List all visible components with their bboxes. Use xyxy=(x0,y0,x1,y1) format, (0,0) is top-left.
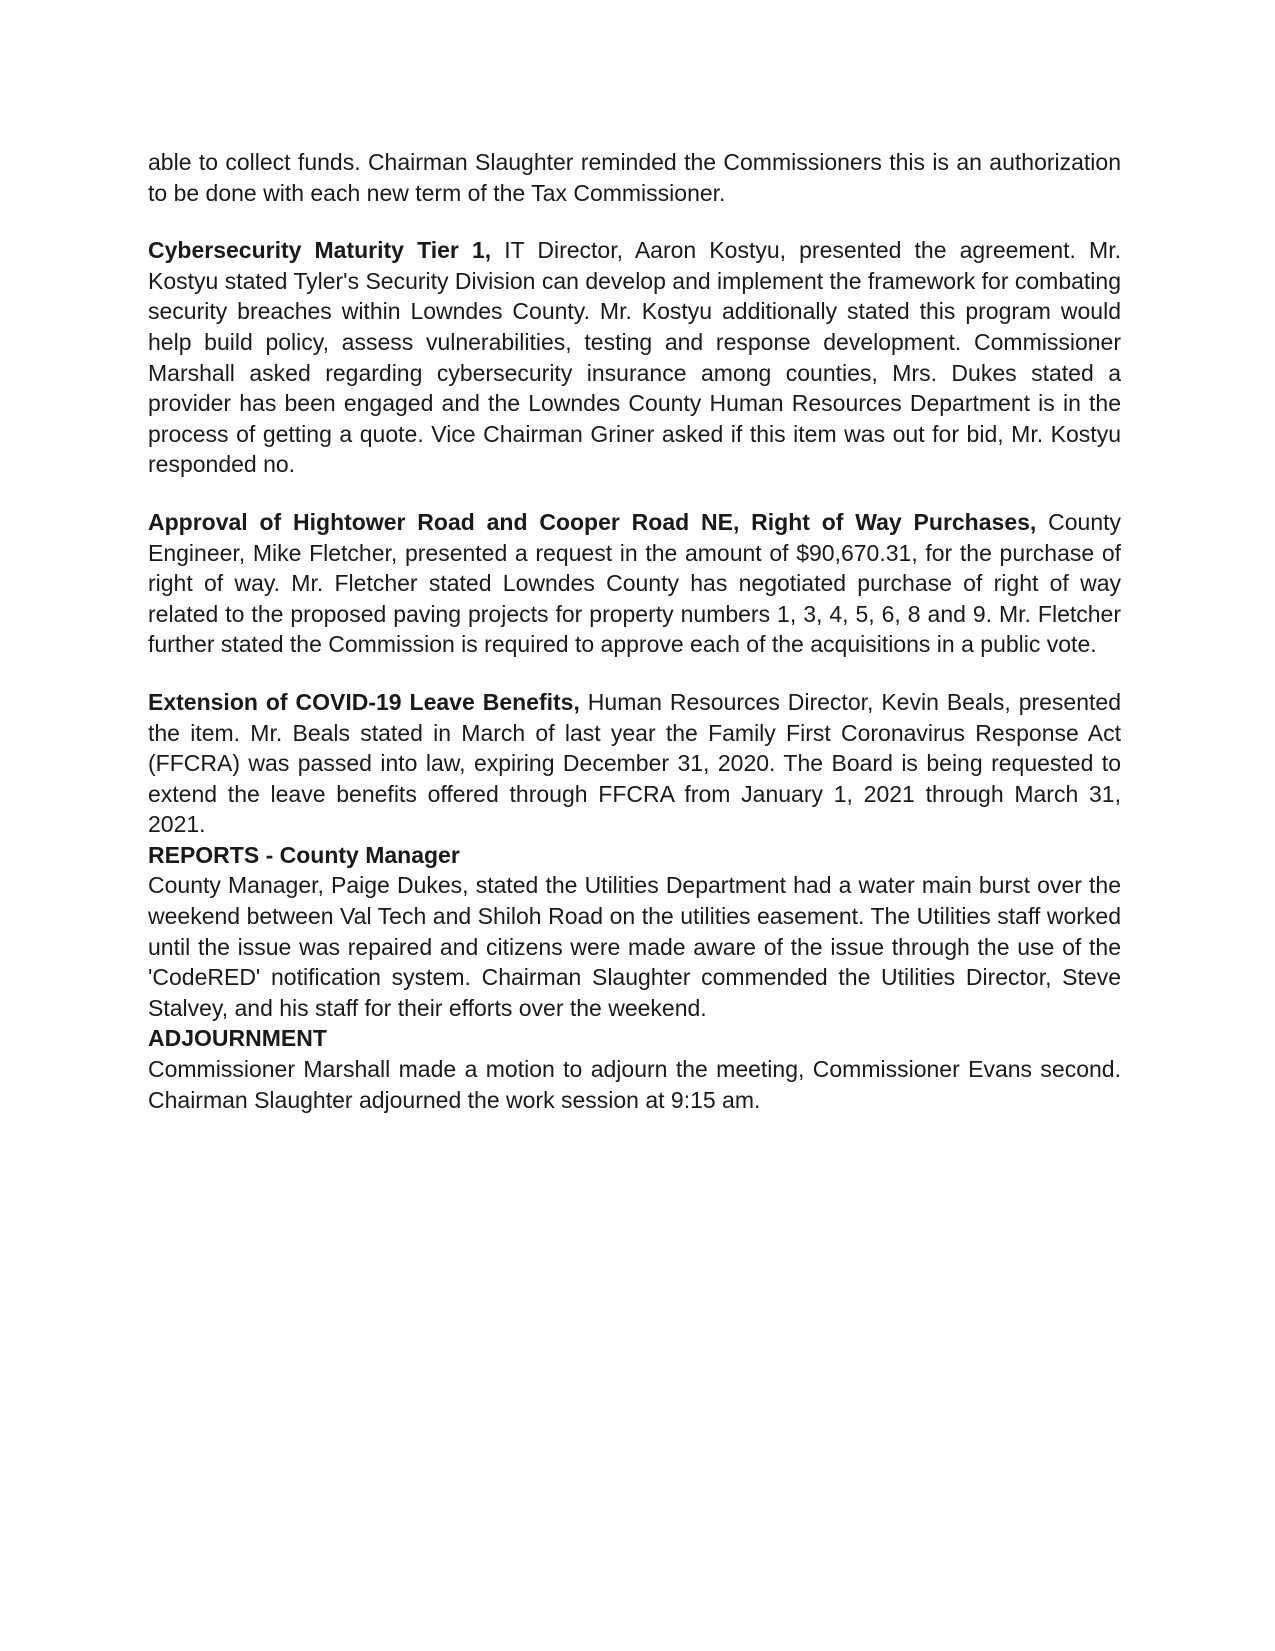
right-of-way-paragraph xyxy=(148,507,1121,660)
right-of-way-body: County Engineer, Mike Fletcher, presented a request in the amount of $90,670.31, for the purchase of right of way. Mr. Fletcher stated Lowndes County has negotiated purchase of right of way related to the proposed paving projects for property numbers 1, 3, 4, 5, 6, 8 and 9. Mr. Fletcher further stated the Commission is required to approve each of the acquisitions in a public vote. xyxy=(148,508,1121,658)
covid-leave-heading: Extension of COVID-19 Leave Benefits, xyxy=(148,688,580,715)
reports-heading: REPORTS - County Manager xyxy=(148,841,460,868)
cybersecurity-paragraph xyxy=(148,235,1121,480)
continuation-paragraph: able to collect funds. Chairman Slaughter reminded the Commissioners this is an authorization to be done with each new term of the Tax Commissioner. xyxy=(148,149,1121,206)
reports-paragraph: County Manager, Paige Dukes, stated the Utilities Department had a water main burst over the weekend between Val Tech and Shiloh Road on the utilities easement. The Utilities staff worked until the issue was repaired and citizens were made aware of the issue through the use of the 'CodeRED' notification system. Chairman Slaughter commended the Utilities Director, Steve Stalvey, and his staff for their efforts over the weekend. xyxy=(148,872,1121,1021)
cybersecurity-body: IT Director, Aaron Kostyu, presented the agreement. Mr. Kostyu stated Tyler's Security Division can develop and implement the framework for combating security breaches within Lowndes County. Mr. Kostyu additionally stated this program would help build policy, assess vulnerabilities, testing and response development. Commissioner Marshall asked regarding cybersecurity insurance among counties, Mrs. Dukes stated a provider has been engaged and the Lowndes County Human Resources Department is in the process of getting a quote. Vice Chairman Griner asked if this item was out for bid, Mr. Kostyu responded no. xyxy=(148,237,1121,478)
adjournment-heading: ADJOURNMENT xyxy=(148,1025,327,1052)
adjournment-paragraph: Commissioner Marshall made a motion to adjourn the meeting, Commissioner Evans second. Chairman Slaughter adjourned the work session at 9:15 am. xyxy=(148,1056,1121,1113)
covid-leave-paragraph xyxy=(148,687,1121,840)
cybersecurity-heading: Cybersecurity Maturity Tier 1, xyxy=(148,237,492,264)
document-body xyxy=(148,147,1121,1115)
right-of-way-heading: Approval of Hightower Road and Cooper Road NE, Right of Way Purchases, xyxy=(148,508,1037,535)
covid-leave-body: Human Resources Director, Kevin Beals, presented the item. Mr. Beals stated in March of last year the Family First Coronavirus Response Act (FFCRA) was passed into law, expiring December 31, 2020. The Board is being requested to extend the leave benefits offered through FFCRA from January 1, 2021 through March 31, 2021. xyxy=(148,688,1121,838)
